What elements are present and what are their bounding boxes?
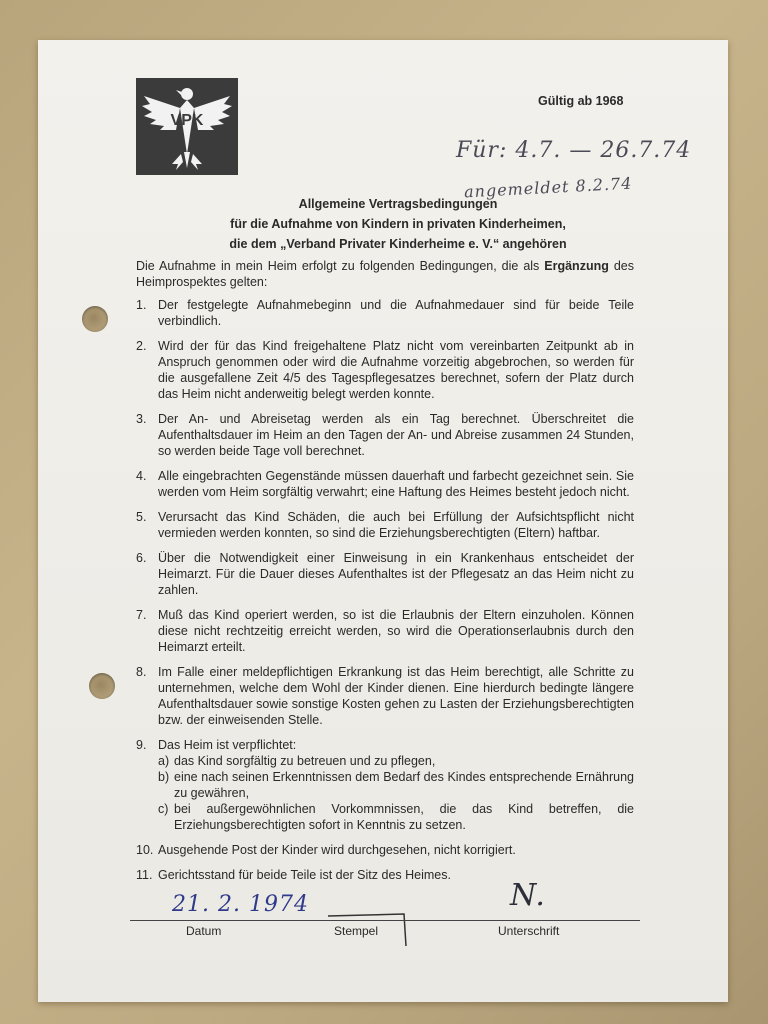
valid-from-label: Gültig ab 1968: [538, 94, 624, 108]
term-item: [136, 607, 634, 655]
item-number: 11.: [136, 868, 153, 882]
sub-letter: c): [158, 802, 169, 816]
title-line-2: für die Aufnahme von Kindern in privaten Kinderheimen,: [230, 217, 566, 231]
term-item: [136, 664, 634, 728]
item-text: Wird der für das Kind freigehaltene Platz nicht vom vereinbarten Zeitpunkt ab in Anspruch genommen oder wird die Aufnahme vorzeitig abgebrochen, so werden für die ausgefallene Zeit 4/5 des Tagespflegesatzes berechnet, sofern der Platz durch das Heim nicht anderweitig belegt werden konnte.: [158, 339, 634, 401]
punch-hole-bottom: [89, 673, 115, 699]
sub-letter: a): [158, 754, 170, 768]
terms-body: [136, 258, 634, 892]
handwritten-registered: angemeldet 8.2.74: [463, 173, 633, 202]
item-text: Der festgelegte Aufnahmebeginn und die Aufnahmedauer sind für beide Teile verbindlich.: [158, 298, 634, 328]
term-item: [136, 297, 634, 329]
item-text: Muß das Kind operiert werden, so ist die Erlaubnis der Eltern einzuholen. Können diese nicht rechtzeitig erreicht werden, so wird die Operationserlaubnis durch den Heimarzt erteilt.: [158, 608, 634, 654]
item-text: Das Heim ist verpflichtet:: [158, 738, 297, 752]
intro-bold: Ergänzung: [544, 259, 609, 273]
term-item: [136, 550, 634, 598]
item-text: Über die Notwendigkeit einer Einweisung in ein Krankenhaus entscheidet der Heimarzt. Für die Dauer dieses Aufenthaltes ist der Pflegesatz an das Heim nicht zu zahlen.: [158, 551, 634, 597]
title-line-1: Allgemeine Vertragsbedingungen: [298, 197, 498, 211]
item-number: 9.: [136, 738, 147, 752]
sub-item: [158, 769, 634, 801]
item-text: Ausgehende Post der Kinder wird durchgesehen, nicht korrigiert.: [158, 843, 516, 857]
item-number: 3.: [136, 412, 147, 426]
term-item: [136, 468, 634, 500]
document-title: [158, 194, 638, 254]
sub-item: [158, 753, 634, 769]
sub-text: eine nach seinen Erkenntnissen dem Bedarf des Kindes entsprechende Ernährung zu gewähren,: [174, 770, 634, 800]
signature-line: [130, 920, 640, 921]
sub-letter: b): [158, 770, 170, 784]
item-number: 2.: [136, 339, 147, 353]
item-number: 7.: [136, 608, 147, 622]
item-number: 10.: [136, 843, 154, 857]
item-number: 5.: [136, 510, 147, 524]
item-text: Gerichtsstand für beide Teile ist der Sitz des Heimes.: [158, 868, 451, 882]
document-page: [38, 40, 728, 1002]
title-line-3: die dem „Verband Privater Kinderheime e. V.“ angehören: [229, 237, 567, 251]
item-number: 8.: [136, 665, 147, 679]
term-item: [136, 338, 634, 402]
item-number: 4.: [136, 469, 147, 483]
sub-text: bei außergewöhnlichen Vorkommnissen, die das Kind betreffen, die Erziehungsberechtigten sofort in Kenntnis zu setzen.: [174, 802, 634, 832]
item-text: Alle eingebrachten Gegenstände müssen dauerhaft und farbecht gezeichnet sein. Sie werden vom Heim sorgfältig verwahrt; eine Haftung des Heimes besteht jedoch nicht.: [158, 469, 634, 499]
sub-text: das Kind sorgfältig zu betreuen und zu pflegen,: [174, 754, 436, 768]
intro-paragraph: [136, 258, 634, 290]
term-item: [136, 842, 634, 858]
item-text: Im Falle einer meldepflichtigen Erkrankung ist das Heim berechtigt, alle Schritte zu unternehmen, welche dem Wohl der Kinder dienen. Eine hierdurch bedingte längere Aufenthaltsdauer sowie sonstige Kosten gehen zu Lasten der Erziehungsberechtigten bzw. der einweisenden Stelle.: [158, 665, 634, 727]
item-number: 6.: [136, 551, 147, 565]
term-item-obligations: [136, 737, 634, 833]
logo-text: VPK: [170, 112, 204, 129]
punch-hole-top: [82, 306, 108, 332]
intro-text-2: des Heimprospektes gelten:: [136, 259, 634, 289]
term-item: [136, 867, 634, 883]
signature-label: Unterschrift: [498, 924, 560, 938]
item-text: Der An- und Abreisetag werden als ein Tag berechnet. Überschreitet die Aufenthaltsdauer im Heim an den Tagen der An- und Abreise zusammen 24 Stunden, so werden beide Tage voll berechnet.: [158, 412, 634, 458]
handwritten-signature: N.: [510, 878, 546, 913]
sub-item: [158, 801, 634, 833]
handwritten-period: Für: 4.7. — 26.7.74: [456, 138, 692, 163]
handwritten-date: 21. 2. 1974: [172, 892, 309, 917]
intro-text-1: Die Aufnahme in mein Heim erfolgt zu folgenden Bedingungen, die als: [136, 259, 540, 273]
date-label: Datum: [186, 924, 222, 938]
stamp-label: Stempel: [334, 924, 379, 938]
term-item: [136, 509, 634, 541]
vpk-eagle-logo: [136, 78, 238, 175]
item-text: Verursacht das Kind Schäden, die auch bei Erfüllung der Aufsichtspflicht nicht vermieden werden konnten, so sind die Erziehungsberechtigten (Eltern) haftbar.: [158, 510, 634, 540]
term-item: [136, 411, 634, 459]
item-number: 1.: [136, 298, 147, 312]
